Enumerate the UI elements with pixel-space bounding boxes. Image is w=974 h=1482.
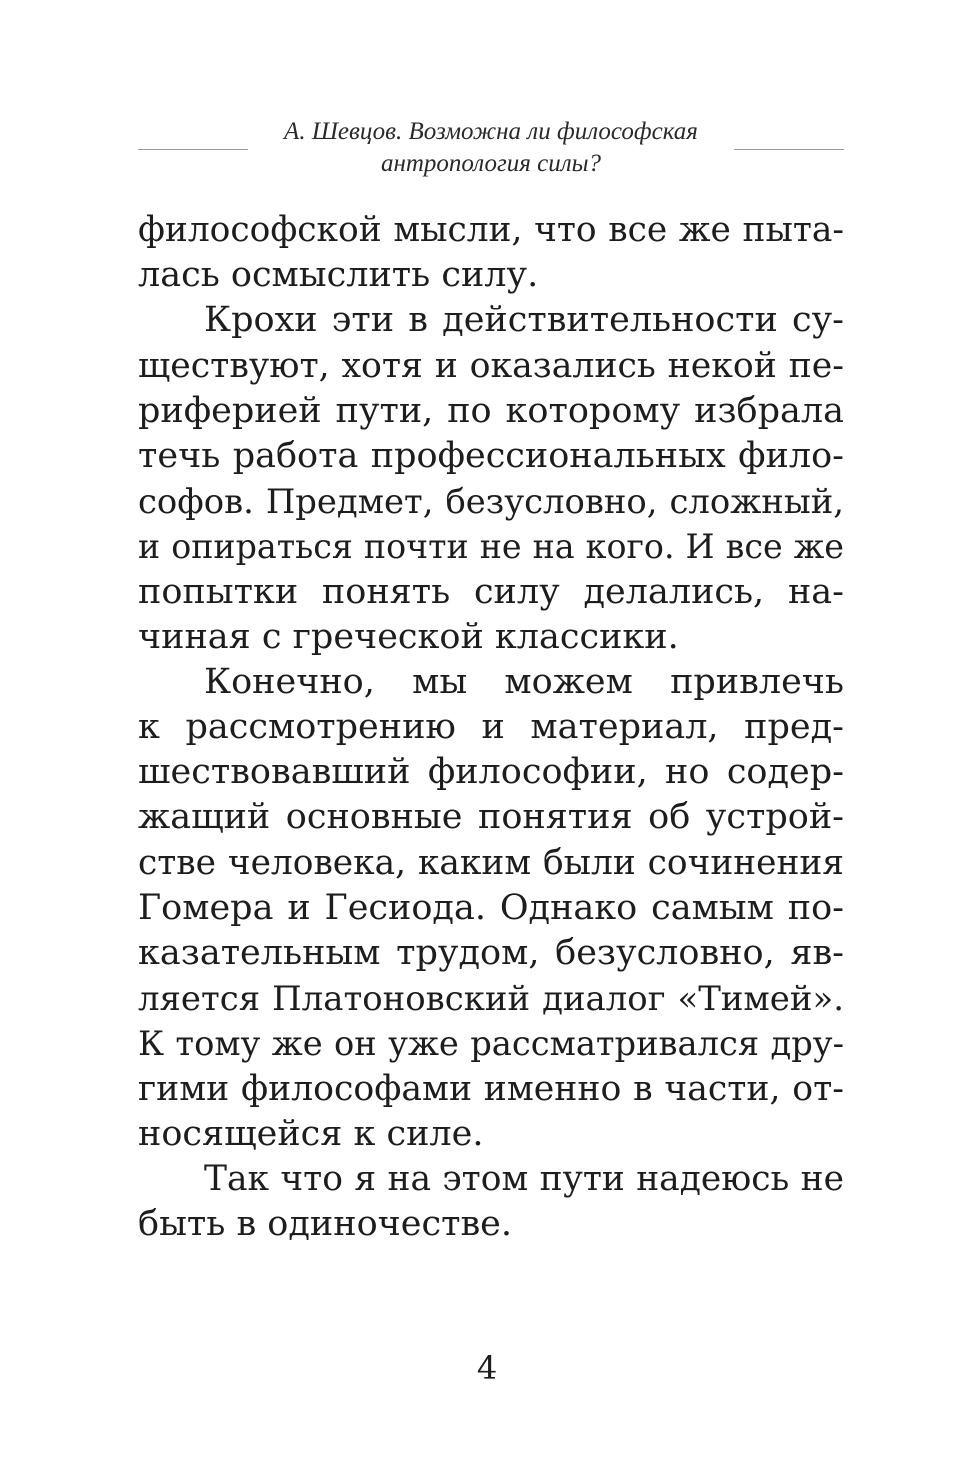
text-line: жащий основные понятия об устрой- [138,797,844,838]
text-line: течь работа профессиональных фило- [138,435,844,476]
text-line: стве человека, каким были сочинения [138,842,844,883]
paragraph [138,208,844,298]
paragraph [138,298,844,660]
text-line: и опираться почти не на кого. И все же [138,527,844,567]
text-line: Гомера и Гесиода. Однако самым по- [138,887,844,928]
paragraph [138,1157,844,1247]
text-line: Конечно, мы можем привлечь [204,661,844,702]
text-line: попытки понять силу делались, на- [138,571,844,612]
text-line: гими философами именно в части, от- [138,1068,844,1109]
text-line: ществуют, хотя и оказались некой пе- [138,345,844,386]
paragraph [138,660,844,1157]
header-rule-right [734,149,844,150]
text-line: шествовавший философии, но содер- [138,752,844,793]
text-line: ляется Платоновский диалог «Тимей». [138,979,844,1019]
header-rule-left [138,149,248,150]
text-line: быть в одиночестве. [138,1204,513,1245]
text-line: чиная с греческой классики. [138,616,679,657]
text-line: софов. Предмет, безусловно, сложный, [138,482,844,522]
text-line: К тому же он уже рассматривался дру- [138,1024,844,1064]
text-line: Крохи эти в действительности су- [204,300,844,341]
text-line: казательным трудом, безусловно, яв- [138,933,844,973]
text-line: риферией пути, по которому избрала [138,390,844,431]
page-number: 4 [476,1349,498,1387]
text-line: носящейся к силе. [138,1113,484,1154]
running-header-title [268,116,714,180]
header-title-line: антропология силы? [380,150,602,177]
header-title-line: А. Шевцов. Возможна ли философская [284,118,698,145]
text-line: лась осмыслить силу. [138,255,539,296]
text-line: Так что я на этом пути надеюсь не [204,1158,844,1199]
body-text [138,208,844,1247]
text-line: философской мысли, что все же пыта- [138,210,844,250]
running-header [138,116,844,180]
text-line: к рассмотрению и материал, пред- [138,707,844,748]
